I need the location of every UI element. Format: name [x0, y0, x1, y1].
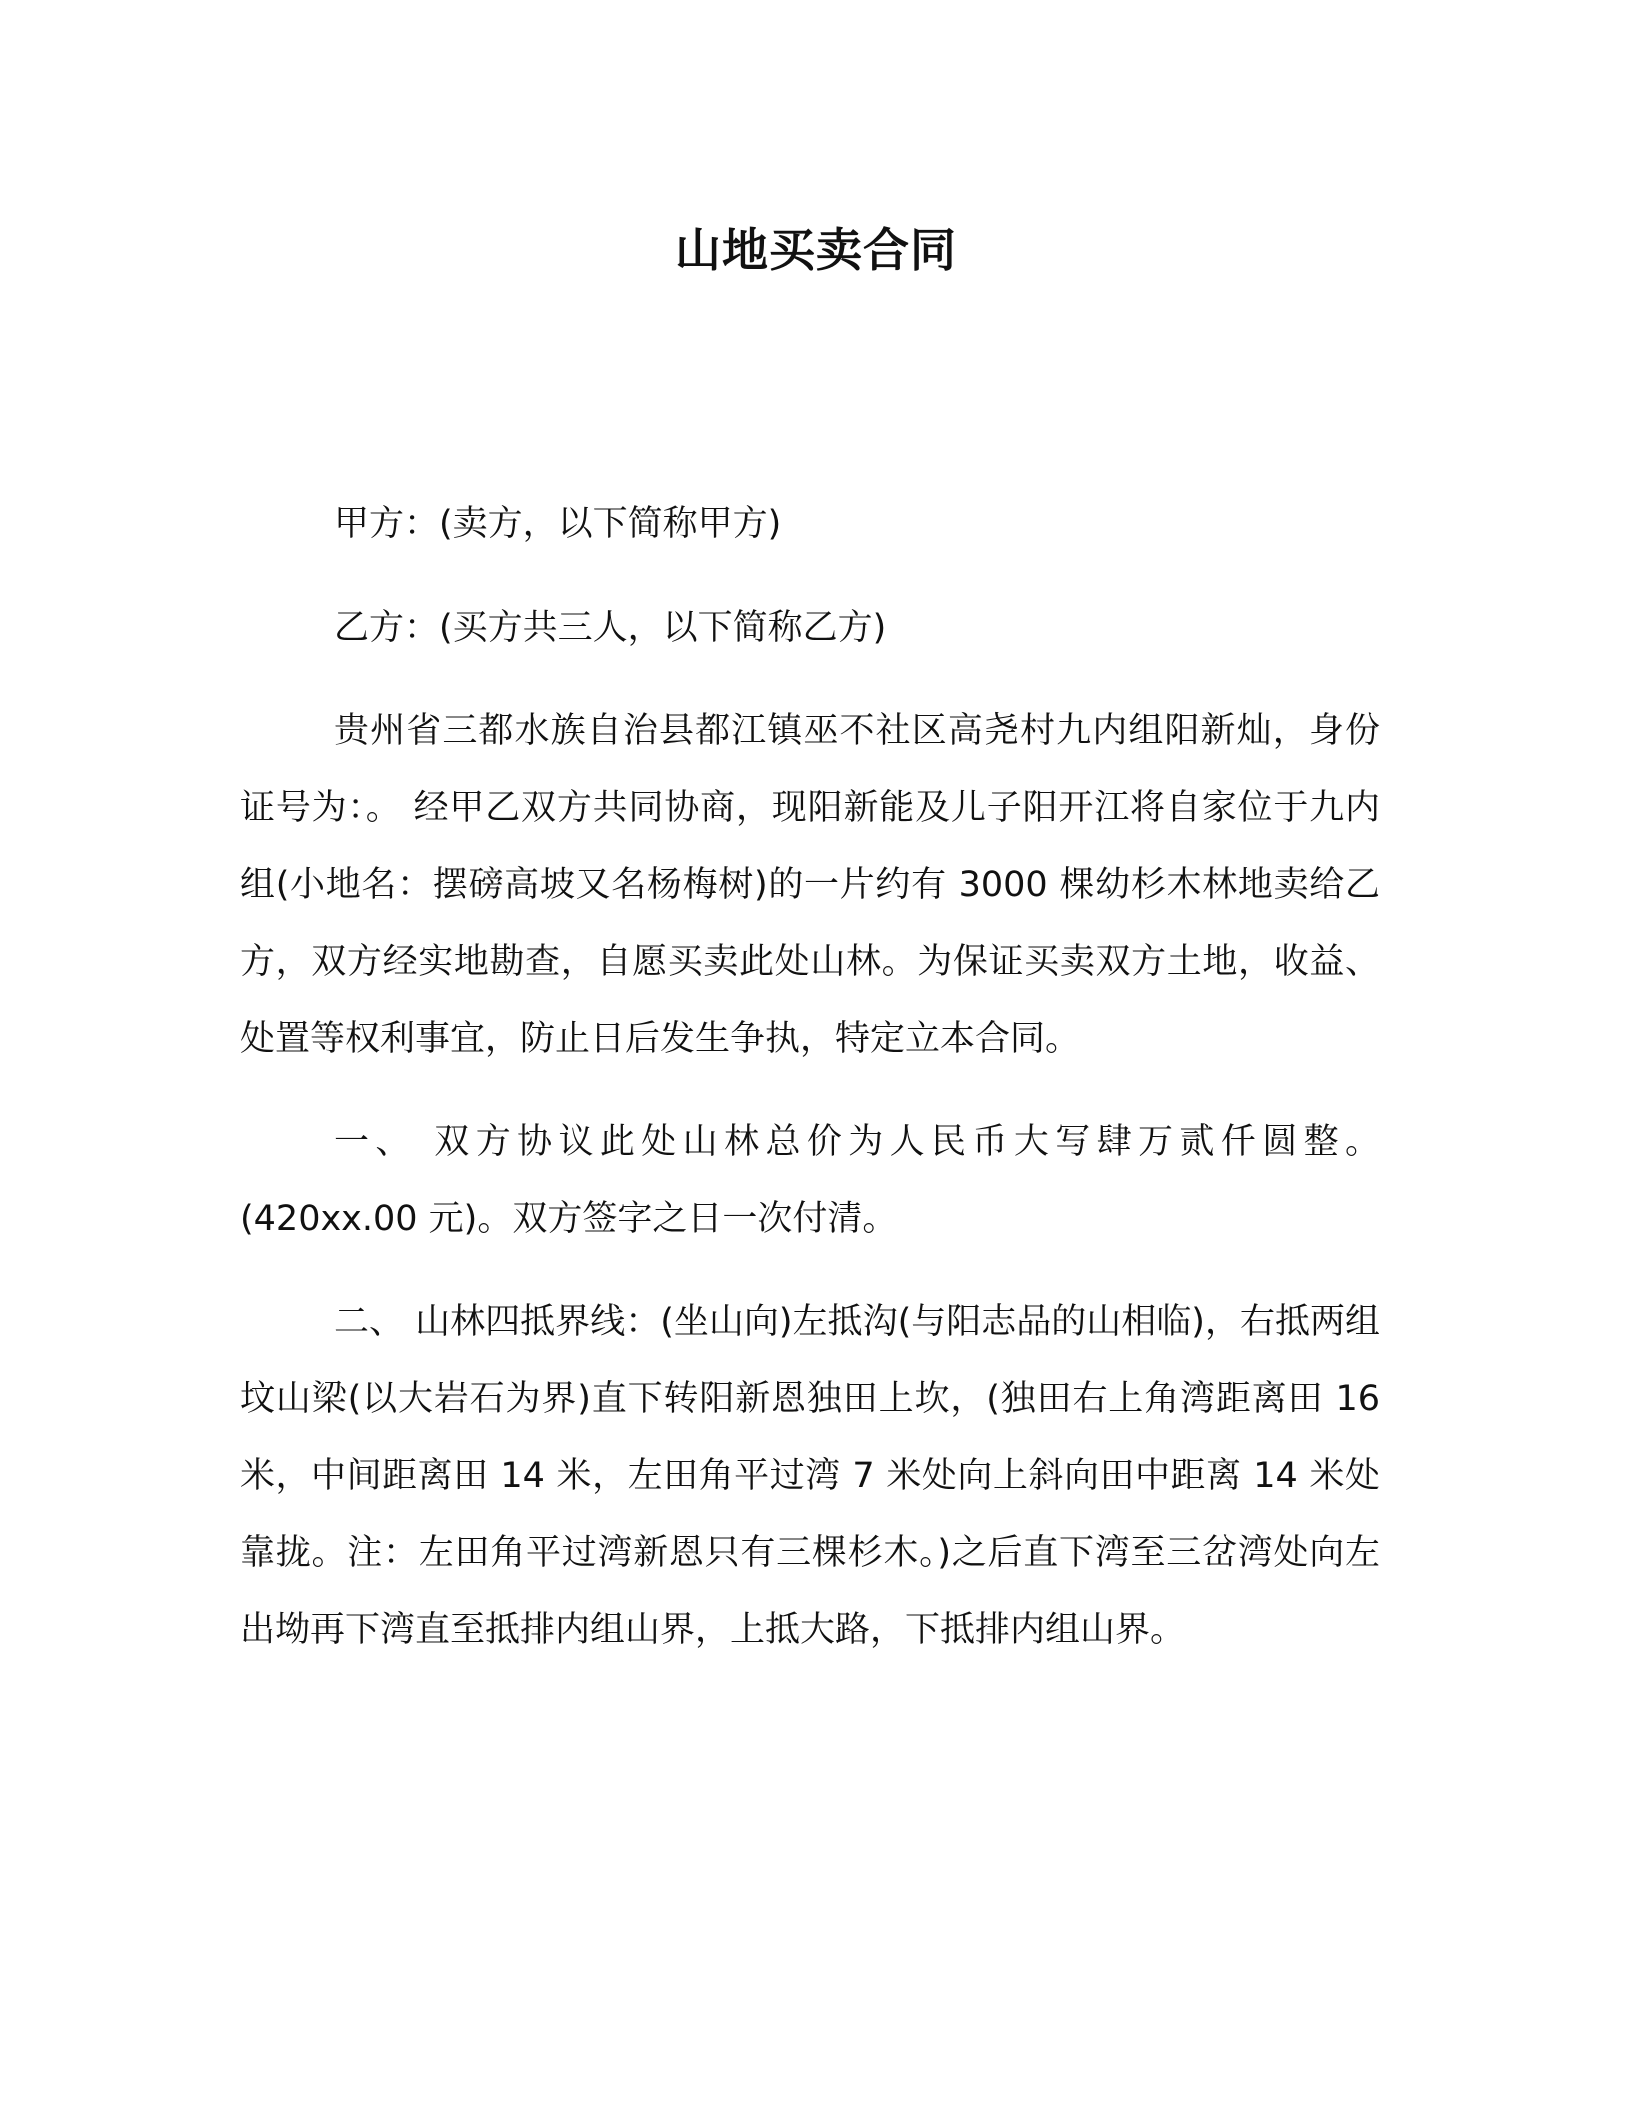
party-a-text: 甲方：(卖方，以下简称甲方)	[334, 504, 782, 544]
party-a-line	[240, 486, 1380, 563]
clause-1-paragraph	[240, 1104, 1380, 1258]
party-b-text: 乙方：(买方共三人，以下简称乙方)	[334, 608, 887, 648]
document-title: 山地买卖合同	[675, 223, 957, 277]
intro-text: 贵州省三都水族自治县都江镇巫不社区高尧村九内组阳新灿，身份证号为：。 经甲乙双方共同协商，现阳新能及儿子阳开江将自家位于九内组(小地名：摆磅高坡又名杨梅树)的一片约有 3000 棵幼杉木林地卖给乙方，双方经实地勘查，自愿买卖此处山林。为保证买卖双方土地，收益、处置等权利事宜，防止日后发生争执，特定立本合同。	[240, 711, 1380, 1059]
clause-2-text: 二、 山林四抵界线：(坐山向)左抵沟(与阳志品的山相临)，右抵两组坟山梁(以大岩石为界)直下转阳新恩独田上坎，(独田右上角湾距离田 16 米，中间距离田 14 米，左田角平过湾 7 米处向上斜向田中距离 14 米处靠拢。注：左田角平过湾新恩只有三棵杉木。)之后直下湾至三岔湾处向左出坳再下湾直至抵排内组山界，上抵大路，下抵排内组山界。	[240, 1302, 1380, 1650]
clause-2-paragraph	[240, 1284, 1380, 1669]
party-b-line	[240, 590, 1380, 667]
clause-1-text: 一、 双方协议此处山林总价为人民币大写肆万贰仟圆整。(420xx.00 元)。双方签字之日一次付清。	[240, 1122, 1380, 1239]
intro-paragraph	[240, 693, 1380, 1078]
